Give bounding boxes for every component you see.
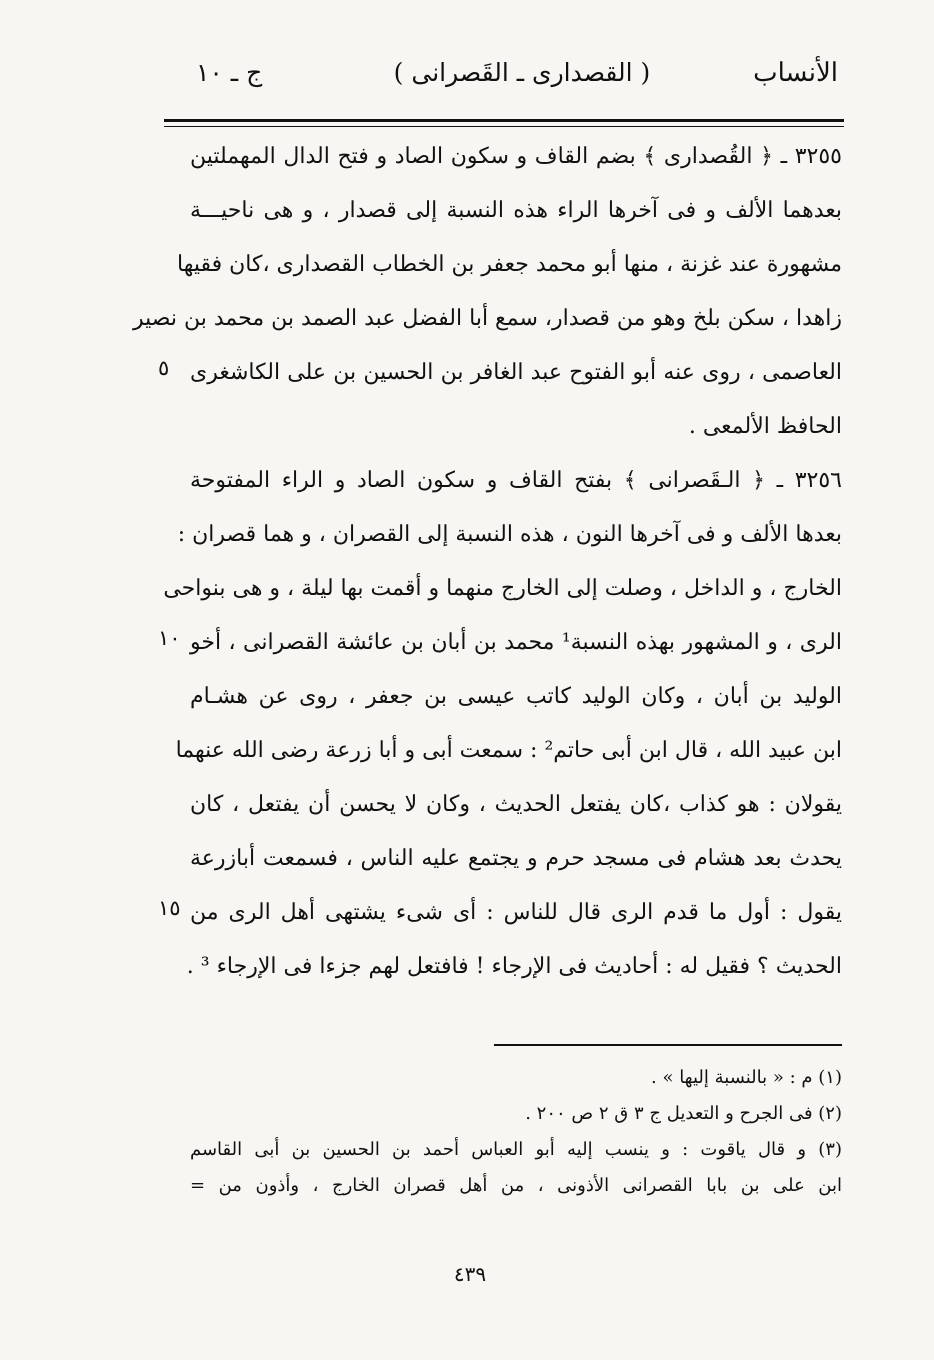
header-rule-thin — [164, 126, 844, 127]
footnote: (١) م : « بالنسبة إليها » . — [651, 1067, 842, 1088]
running-header-volume: ج ـ ١٠ — [196, 58, 263, 87]
text-line: مشهورة عند غزنة ، منها أبو محمد جعفر بن الخطاب القصدارى ،كان فقيها — [177, 252, 842, 277]
text-line: يحدث بعد هشام فى مسجد حرم و يجتمع عليه الناس ، فسمعت أبازرعة — [190, 846, 842, 871]
text-line: العاصمى ، روى عنه أبو الفتوح عبد الغافر بن الحسين بن على الكاشغرى — [190, 360, 842, 385]
margin-line-number: ١٥ — [158, 896, 181, 920]
text-line: بعدها الألف و فى آخرها النون ، هذه النسبة إلى القصران ، و هما قصران : — [177, 522, 842, 547]
page-number: ٤٣٩ — [453, 1262, 487, 1286]
text-line: الرى ، و المشهور بهذه النسبة¹ محمد بن أبان بن عائشة القصرانى ، أخو — [190, 630, 842, 655]
header-rule-thick — [164, 119, 844, 122]
footnote-rule — [494, 1044, 842, 1046]
text-line: ٣٢٥٥ ـ ﴿ القُصدارى ﴾ بضم القاف و سكون الصاد و فتح الدال المهملتين — [190, 144, 842, 169]
text-line: ابن عبيد الله ، قال ابن أبى حاتم² : سمعت أبى و أبا زرعة رضى الله عنهما — [175, 738, 842, 763]
footnote-continuation: ابن على بن بابا القصرانى الأذونى ، من أهل قصران الخارج ، وأذون من = — [190, 1175, 842, 1196]
text-line: الحافظ الألمعى . — [688, 414, 842, 439]
footnotes — [190, 1060, 842, 1204]
running-header-book: الأنساب — [753, 58, 838, 88]
text-line: ٣٢٥٦ ـ ﴿ الـقَصرانى ﴾ بفتح القاف و سكون الصاد و الراء المفتوحة — [190, 468, 842, 493]
text-line: الخارج ، و الداخل ، وصلت إلى الخارج منهما و أقمت بها ليلة ، و هى بنواحى — [163, 576, 842, 601]
margin-line-number: ١٠ — [158, 626, 181, 650]
text-line: يقول : أول ما قدم الرى قال للناس : أى شىء يشتهى أهل الرى من — [190, 900, 842, 925]
text-line: زاهدا ، سكن بلخ وهو من قصدار، سمع أبا الفضل عبد الصمد بن محمد بن نصير — [133, 306, 842, 331]
footnote: (٣) و قال ياقوت : و ينسب إليه أبو العباس أحمد بن الحسين بن أبى القاسم — [190, 1139, 842, 1160]
text-line: يقولان : هو كذاب ،كان يفتعل الحديث ، وكان لا يحسن أن يفتعل ، كان — [190, 792, 842, 817]
text-line: بعدهما الألف و فى آخرها الراء هذه النسبة إلى قصدار ، و هى ناحيـــة — [190, 198, 842, 223]
text-line: الوليد بن أبان ، وكان الوليد كاتب عيسى بن جعفر ، روى عن هشـام — [190, 684, 842, 709]
text-line: الحديث ؟ فقيل له : أحاديث فى الإرجاء ! فافتعل لهم جزءا فى الإرجاء ³ . — [186, 954, 842, 979]
footnote: (٢) فى الجرح و التعديل ج ٣ ق ٢ ص ٢٠٠ . — [525, 1103, 842, 1124]
margin-line-number: ٥ — [158, 356, 170, 380]
running-header-title: ( القصدارى ـ القَصرانى ) — [393, 58, 651, 87]
